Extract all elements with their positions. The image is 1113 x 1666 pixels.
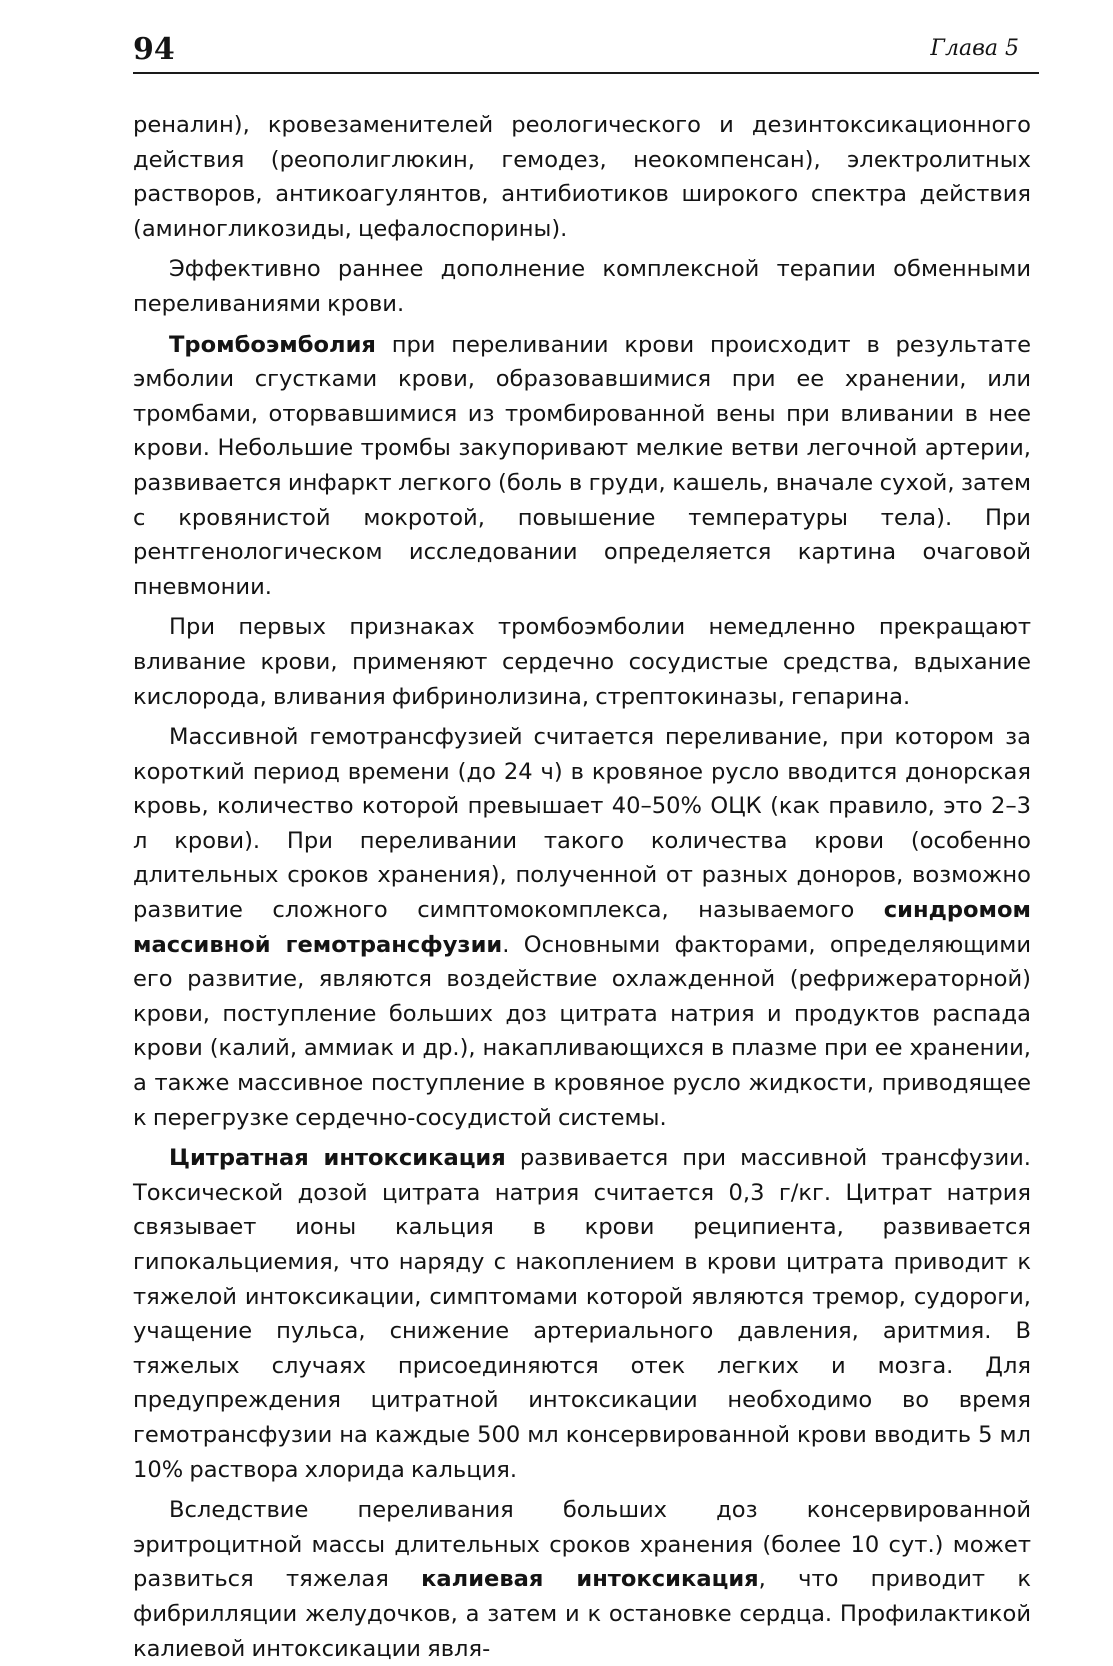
paragraph-citrate-intoxication [133,1141,1031,1487]
term-massive-transfusion-syndrome: синдромом массивной гемотрансфузии [133,897,1031,958]
term-thromboembolism: Тромбоэмболия [169,331,376,358]
text-run: Вследствие переливания больших доз консервированной эритроцитной массы длительных сроков хранения (более 10 сут.) может развиться тяжелая [133,1497,1031,1593]
text-run: развивается при массивной трансфузии. Токсической дозой цитрата натрия считается 0,3 г/кг. Цитрат натрия связывает ионы кальция в крови реципиента, развивается гипокальциемия, что наряду с накоплением в крови цитрата приводит к тяжелой интоксикации, симптомами которой являются тремор, судороги, учащение пульса, снижение артериального давления, аритмия. В тяжелых случаях присоединяются отек легких и мозга. Для предупреждения цитратной интоксикации необходимо во время гемотрансфузии на каждые 500 мл консервированной крови вводить 5 мл 10% раствора хлорида кальция. [133,1145,1031,1483]
text-run: При первых признаках тромбоэмболии немедленно прекращают вливание крови, применяют сердечно сосудистые средства, вдыхание кислорода, вливания фибринолизина, стрептокиназы, гепарина. [133,614,1031,710]
text-run: Массивной гемотрансфузией считается переливание, при котором за короткий период времени (до 24 ч) в кровяное русло вводится донорская кровь, количество которой превышает 40–50% ОЦК (как правило, это 2–3 л крови). При переливании такого количества крови (особенно длительных сроков хранения), полученной от разных доноров, возможно развитие сложного симптомокомплекса, называемого [133,724,1031,924]
text-run: , что приводит к фибрилляции желудочков, а затем и к остановке сердца. Профилактикой калиевой интоксикации явля- [133,1566,1031,1662]
term-citrate-intoxication: Цитратная интоксикация [169,1145,506,1172]
paragraph-exchange-transfusion [133,252,1031,321]
text-run: . Основными факторами, определяющими его развитие, являются воздействие охлажденной (рефрижераторной) крови, поступление больших доз цитрата натрия и продуктов распада крови (калий, аммиак и др.), накапливающихся в плазме при ее хранении, а также массивное поступление в кровяное русло жидкости, приводящее к перегрузке сердечно-сосудистой системы. [133,931,1031,1131]
header-rule [133,72,1039,74]
chapter-label: Глава 5 [930,36,1019,61]
page-header [133,26,1041,78]
paragraph-thromboembolism-treatment [133,610,1031,714]
text-run: реналин), кровезаменителей реологического и дезинтоксикационного действия (реополиглюкин, гемодез, неокомпенсан), электролитных растворов, антикоагулянтов, антибиотиков широкого спектра действия (аминогликозиды, цефалоспорины). [133,112,1031,242]
term-potassium-intoxication: калиевая интоксикация [421,1566,759,1593]
paragraph-potassium-intoxication [133,1493,1031,1666]
text-run: Эффективно раннее дополнение комплексной терапии обменными переливаниями крови. [133,256,1031,317]
paragraph-massive-transfusion [133,720,1031,1135]
text-run: при переливании крови происходит в результате эмболии сгустками крови, образовавшимися при ее хранении, или тромбами, оторвавшимися из тромбированной вены при вливании в нее крови. Небольшие тромбы закупоривают мелкие ветви легочной артерии, развивается инфаркт легкого (боль в груди, кашель, вначале сухой, затем с кровянистой мокротой, повышение температуры тела). При рентгенологическом исследовании определяется картина очаговой пневмонии. [133,331,1031,600]
body-text [133,108,1031,1666]
page-number: 94 [133,32,175,67]
paragraph-thromboembolism [133,328,1031,605]
paragraph-continuation [133,108,1031,246]
